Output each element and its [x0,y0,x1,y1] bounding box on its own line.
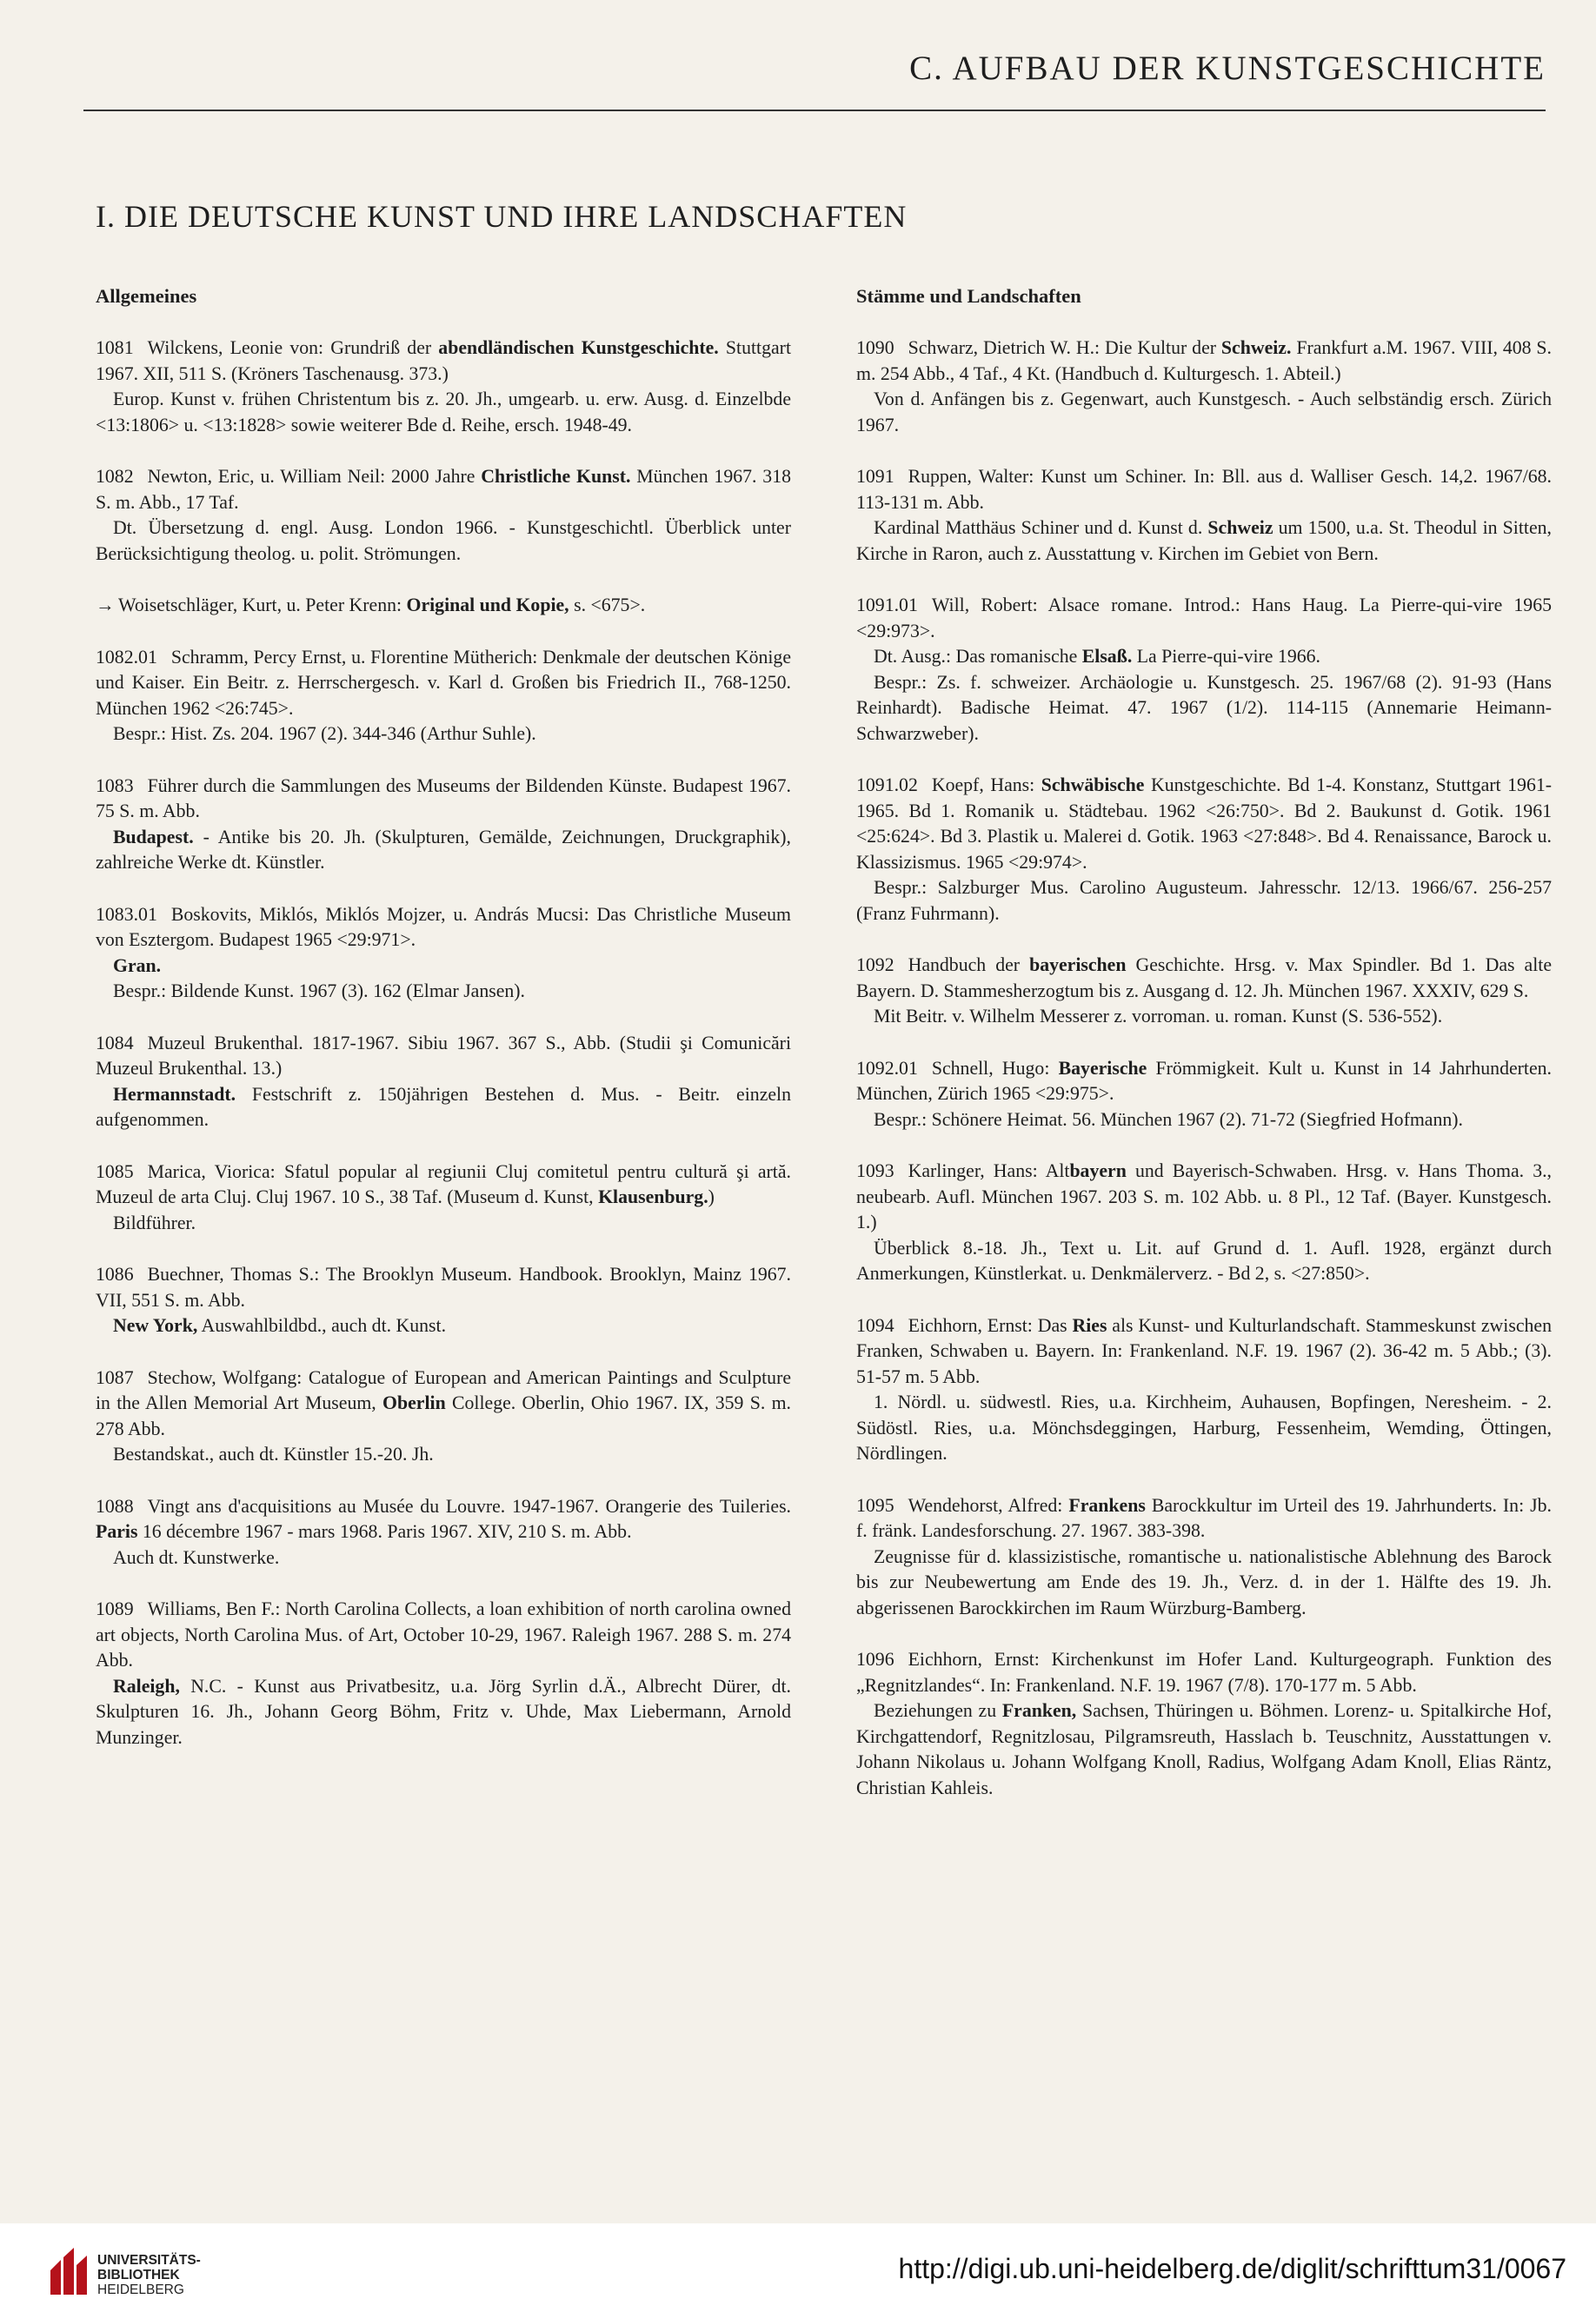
entry-text: München 1967. 318 S. m. Abb., 17 Taf. [96,466,791,513]
entry-text: Newton, Eric, u. William Neil: 2000 Jahre [147,466,482,487]
library-name [97,2253,201,2297]
entry-number: 1095 [856,1494,894,1516]
entry-text: 16 décembre 1967 - mars 1968. Paris 1967. XIV, 210 S. m. Abb. [137,1521,632,1542]
bibliography-entry [856,953,1552,1030]
entry-number: 1086 [96,1264,134,1285]
arrow-right-icon: → [96,595,115,615]
keyword-text: Frankens [1068,1494,1146,1516]
bibliography-entry [856,1159,1552,1287]
bibliography-entry [96,336,791,438]
keyword-text: Gran. [113,954,162,976]
entry-list [856,336,1552,1801]
entry-number: 1083 [96,774,134,796]
entry-citation [96,464,791,515]
bibliography-entry [96,1365,791,1468]
entry-text: Schnell, Hugo: [931,1057,1059,1079]
entry-text: Wendehorst, Alfred: [908,1494,1069,1516]
entry-number: 1088 [96,1495,134,1517]
keyword-text: Klausenburg. [598,1186,708,1207]
keyword-text: Oberlin [382,1392,446,1413]
entry-citation [96,336,791,387]
entry-citation [96,645,791,722]
keyword-text: Christliche Kunst. [481,466,631,487]
entry-text: um 1500, u.a. St. Theodul in Sitten, Kirche in Raron, auch z. Ausstattung v. Kirchen im Gebiet von Bern. [856,517,1552,564]
entry-annotation [856,644,1552,670]
keyword-text: Elsaß. [1081,646,1133,667]
bibliography-entry [96,645,791,748]
ub-heidelberg-logo-icon [50,2248,87,2295]
bibliography-entry [856,1313,1552,1467]
keyword-text: Original und Kopie, [406,595,569,615]
entry-text: Ruppen, Walter: Kunst um Schiner. In: Bll. aus d. Walliser Gesch. 14,2. 1967/68. 113-131 m. Abb. [856,466,1552,513]
entry-text: ) [708,1186,715,1207]
entry-annotation [96,1442,791,1468]
entry-text: Bestandskat., auch dt. Künstler 15.-20. Jh. [113,1444,434,1465]
entry-annotation [96,515,791,567]
keyword-text: Hermannstadt. [113,1083,236,1105]
entry-number: 1082 [96,466,134,487]
entry-annotation [96,1211,791,1237]
entry-text: Auch dt. Kunstwerke. [113,1546,280,1568]
entry-text: Frömmigkeit. Kult u. Kunst in 14 Jahrhunderten. München, Zürich 1965 <29:975>. [856,1057,1552,1104]
entry-text: Stuttgart 1967. XII, 511 S. (Kröners Taschenausg. 373.) [96,337,792,384]
bibliography-entry [96,1494,791,1571]
entry-annotation [96,1545,791,1571]
entry-text: Zeugnisse für d. klassizistische, romantische u. nationalistische Ablehnung des Barock bis zur Neubewertung am Ende des 19. Jh., Verz. d. in der 1. Hälfte des 19. Jh. abgerissenen Barockkirchen im Raum Würzburg-Bamberg. [856,1545,1552,1618]
entry-text: Bespr.: Salzburger Mus. Carolino Augusteum. Jahresschr. 12/13. 1966/67. 256-257 (Franz Fuhrmann). [856,877,1552,924]
keyword-text: bayern [1069,1160,1127,1181]
keyword-text: Paris [96,1521,138,1542]
entry-citation [856,773,1552,875]
entry-text: Barockkultur im Urteil des 19. Jahrhunderts. In: Jb. f. fränk. Landesforschung. 27. 1967. 383-398. [856,1494,1552,1541]
entry-text: Schwarz, Dietrich W. H.: Die Kultur der [908,337,1221,358]
entry-text: Karlinger, Hans: Alt [908,1160,1070,1181]
header-rule [83,110,1546,111]
column-allgemeines [96,285,791,1777]
entry-text: Will, Robert: Alsace romane. Introd.: Hans Haug. La Pierre-qui-vire 1965 <29:973>. [856,595,1552,641]
entry-number: 1085 [96,1160,134,1182]
keyword-text: bayerischen [1029,954,1127,975]
entry-number: 1092 [856,954,894,975]
entry-text: Geschichte. Hrsg. v. Max Spindler. Bd 1. Das alte Bayern. D. Stammesherzogtum bis z. Ausgang d. 12. Jh. München 1967. XXXIV, 629 S. [856,954,1553,1001]
keyword-text: Schwäbische [1041,774,1145,795]
entry-citation [856,336,1552,387]
bibliography-entry [856,1493,1552,1622]
keyword-text: Franken, [1001,1700,1077,1721]
entry-citation [96,1031,791,1082]
keyword-text: Budapest. [113,826,194,847]
entry-text: Vingt ans d'acquisitions au Musée du Louvre. 1947-1967. Orangerie des Tuileries. [147,1495,791,1517]
entry-text: - Antike bis 20. Jh. (Skulpturen, Gemälde, Zeichnungen, Druckgraphik), zahlreiche Werke dt. Künstler. [96,826,791,873]
entry-text: 1. Nördl. u. südwestl. Ries, u.a. Kirchheim, Auhausen, Bopfingen, Neresheim. - 2. Südöstl. Ries, u.a. Mönchsdeggingen, Harburg, Fessenheim, Wemding, Öttingen, Nördlingen. [856,1392,1552,1464]
entry-text: Dt. Ausg.: Das romanische [874,646,1082,667]
library-name-line: HEIDELBERG [97,2282,184,2297]
entry-text: Bildführer. [113,1212,196,1233]
entry-text: Beziehungen zu [874,1700,1002,1721]
entry-annotation [96,721,791,748]
entry-citation [96,1160,791,1211]
entry-number: 1090 [856,337,894,358]
entry-text: s. <675>. [569,595,646,615]
bibliography-entry [856,593,1552,747]
entry-text: Buechner, Thomas S.: The Brooklyn Museum. Handbook. Brooklyn, Mainz 1967. VII, 551 S. m. Abb. [96,1264,791,1311]
entry-annotation [856,1545,1552,1622]
entry-citation [856,953,1552,1004]
entry-list [96,336,791,1751]
bibliography-entry [856,336,1552,438]
entry-text: Eichhorn, Ernst: Kirchenkunst im Hofer Land. Kulturgeograph. Funktion des „Regnitzlandes“. In: Frankenland. N.F. 19. 1967 (7/8). 170-177 m. 5 Abb. [856,1649,1552,1696]
entry-citation [96,902,791,954]
entry-text: und Bayerisch-Schwaben. Hrsg. v. Hans Thoma. 3., neubearb. Aufl. München 1967. 203 S. m. 102 Abb. u. 8 Pl., 12 Taf. (Bayer. Kunstgesch. 1.) [856,1160,1552,1233]
entry-number: 1091.01 [856,595,918,615]
entry-number: 1081 [96,337,134,358]
entry-text: Williams, Ben F.: North Carolina Collects, a loan exhibition of north carolina owned art objects, North Carolina Mus. of Art, October 10-29, 1967. Raleigh 1967. 288 S. m. 274 Abb. [96,1598,791,1671]
bibliography-entry [856,1647,1552,1801]
entry-text: Boskovits, Miklós, Miklós Mojzer, u. András Mucsi: Das Christliche Museum von Esztergom. Budapest 1965 <29:971>. [96,903,791,950]
entry-text: Koepf, Hans: [931,774,1041,795]
keyword-text: Raleigh, [113,1675,180,1697]
entry-citation [856,1313,1552,1391]
entry-number: 1082.01 [96,646,157,668]
entry-citation [856,1493,1552,1545]
entry-text: Marica, Viorica: Sfatul popular al regiunii Cluj comitetul pentru cultură şi artă. Muzeul de arta Cluj. Cluj 1967. 10 S., 38 Taf. (Museum d. Kunst, [96,1160,791,1207]
entry-annotation [856,670,1552,748]
keyword-text: Ries [1072,1314,1107,1336]
bibliography-entry [96,1262,791,1339]
entry-citation [856,1647,1552,1698]
entry-text: Handbuch der [908,954,1030,975]
entry-annotation [96,1082,791,1133]
entry-annotation [856,1107,1552,1133]
entry-number: 1087 [96,1366,134,1388]
keyword-text: Schweiz. [1220,337,1292,358]
entry-annotation [856,515,1552,567]
bibliography-entry [96,1597,791,1751]
library-name-line: UNIVERSITÄTS- [97,2253,201,2268]
entry-text: Dt. Übersetzung d. engl. Ausg. London 1966. - Kunstgeschichtl. Überblick unter Berücksichtigung theolog. u. polit. Strömungen. [96,517,791,564]
entry-citation [96,1494,791,1545]
bibliography-entry [96,774,791,876]
keyword-text: Bayerische [1058,1057,1147,1079]
entry-number: 1093 [856,1160,894,1181]
entry-text: Bespr.: Bildende Kunst. 1967 (3). 162 (Elmar Jansen). [113,980,526,1001]
entry-citation [856,593,1552,644]
entry-number: 1083.01 [96,903,157,925]
entry-citation [96,774,791,825]
entry-annotation [856,1004,1552,1030]
entry-number: 1089 [96,1598,134,1619]
cross-reference-entry [96,593,791,619]
keyword-text: New York, [113,1315,198,1336]
entry-text: als Kunst- und Kulturlandschaft. Stammeskunst zwischen Franken, Schwaben u. Bayern. In: Frankenland. N.F. 19. 1967 (2). 36-42 m. 5 Abb.; (3). 51-57 m. 5 Abb. [856,1314,1552,1387]
entry-text: Überblick 8.-18. Jh., Text u. Lit. auf Grund d. 1. Aufl. 1928, ergänzt durch Anmerkungen, Künstlerkat. u. Denkmälerverz. - Bd 2, s. <27:850>. [856,1237,1552,1284]
entry-text: Auswahlbildbd., auch dt. Kunst. [197,1315,447,1336]
entry-text: Muzeul Brukenthal. 1817-1967. Sibiu 1967. 367 S., Abb. (Studii şi Comunicări Muzeul Brukenthal. 13.) [96,1032,791,1079]
entry-text: Mit Beitr. v. Wilhelm Messerer z. vorroman. u. roman. Kunst (S. 536-552). [874,1006,1443,1027]
entry-citation [96,1262,791,1313]
entry-text: Frankfurt a.M. 1967. VIII, 408 S. m. 254 Abb., 4 Taf., 4 Kt. (Handbuch d. Kulturgesch. 1. Abteil.) [856,337,1552,384]
entry-annotation [96,825,791,876]
entry-number: 1091.02 [856,774,918,795]
bibliography-entry [96,1160,791,1237]
bibliography-entry [96,464,791,567]
entry-citation [856,1056,1552,1107]
entry-citation [96,593,791,619]
entry-text: Festschrift z. 150jährigen Bestehen d. Mus. - Beitr. einzeln aufgenommen. [96,1083,791,1130]
entry-text: La Pierre-qui-vire 1966. [1132,646,1320,667]
source-url-link[interactable]: http://digi.ub.uni-heidelberg.de/diglit/schrifttum31/0067 [898,2253,1566,2284]
entry-text: Kardinal Matthäus Schiner und d. Kunst d. [874,517,1208,538]
entry-text: Bespr.: Schönere Heimat. 56. München 1967 (2). 71-72 (Siegfried Hofmann). [874,1108,1463,1130]
entry-text: N.C. - Kunst aus Privatbesitz, u.a. Jörg Syrlin d.Ä., Albrecht Dürer, dt. Skulpturen 16. Jh., Johann Georg Böhm, Fritz v. Uhde, Max Liebermann, Arnold Munzinger. [96,1675,791,1748]
entry-number: 1096 [856,1649,894,1670]
section-title: I. DIE DEUTSCHE KUNST UND IHRE LANDSCHAFTEN [96,199,908,234]
keyword-text: abendländischen Kunstgeschichte. [438,337,719,358]
bibliography-entry [96,1031,791,1133]
entry-text: Wilckens, Leonie von: Grundriß der [147,337,439,358]
entry-number: 1091 [856,466,894,487]
entry-text: Woisetschläger, Kurt, u. Peter Krenn: [118,595,407,615]
footer [0,2223,1596,2319]
bibliography-entry [96,902,791,1005]
entry-annotation [96,1313,791,1339]
entry-text: Schramm, Percy Ernst, u. Florentine Mütherich: Denkmale der deutschen Könige und Kaiser. Ein Beitr. z. Herrschergesch. v. Karl d. Großen bis Friedrich II., 768-1250. München 1962 <26:745>. [96,646,791,719]
entry-text: Bespr.: Hist. Zs. 204. 1967 (2). 344-346 (Arthur Suhle). [113,723,536,744]
entry-annotation [856,1698,1552,1801]
entry-text: Kunstgeschichte. Bd 1-4. Konstanz, Stuttgart 1961-1965. Bd 1. Romanik u. Städtebau. 1962 <26:750>. Bd 2. Baukunst d. Gotik. 1961 <25:624>. Bd 3. Plastik u. Malerei d. Gotik. 1963 <27:848>. Bd 4. Renaissance, Barock u. Klassizismus. 1965 <29:974>. [856,774,1552,873]
entry-annotation [96,979,791,1005]
entry-annotation [96,387,791,438]
entry-text: Europ. Kunst v. frühen Christentum bis z. 20. Jh., umgearb. u. erw. Ausg. d. Einzelbde <13:1806> u. <13:1828> sowie weiterer Bde d. Reihe, ersch. 1948-49. [96,389,791,435]
entry-annotation [856,1390,1552,1467]
entry-number: 1084 [96,1032,134,1053]
column-staemme-und-landschaften [856,285,1552,1827]
entry-citation [96,1597,791,1674]
entry-annotation [96,954,791,980]
keyword-text: Schweiz [1207,517,1273,538]
entry-number: 1094 [856,1314,894,1336]
entry-text: Sachsen, Thüringen u. Böhmen. Lorenz- u. Spitalkirche Hof, Kirchgattendorf, Regnitzlosau, Pilgramsreuth, Hasslach b. Teuschnitz, Ausstattungen v. Johann Nikolaus u. Johann Wolfgang Knoll, Radius, Wolfgang Adam Knoll, Elias Räntz, Christian Kahleis. [856,1700,1552,1798]
library-name-line: BIBLIOTHEK [97,2268,180,2282]
entry-citation [856,464,1552,515]
page-header: C. AUFBAU DER KUNSTGESCHICHTE [909,50,1546,87]
entry-text: Eichhorn, Ernst: Das [908,1314,1073,1336]
entry-annotation [856,875,1552,927]
bibliography-entry [856,1056,1552,1133]
entry-number: 1092.01 [856,1057,918,1079]
bibliography-entry [856,464,1552,567]
entry-citation [96,1365,791,1443]
entry-text: College. Oberlin, Ohio 1967. IX, 359 S. m. 278 Abb. [96,1392,791,1439]
column-heading: Stämme und Landschaften [856,285,1081,307]
entry-annotation [856,387,1552,438]
entry-text: Bespr.: Zs. f. schweizer. Archäologie u. Kunstgesch. 25. 1967/68 (2). 91-93 (Hans Reinhardt). Badische Heimat. 47. 1967 (1/2). 114-115 (Annemarie Heimann-Schwarzweber). [856,671,1552,744]
entry-text: Von d. Anfängen bis z. Gegenwart, auch Kunstgesch. - Auch selbständig ersch. Zürich 1967. [856,389,1552,435]
column-heading: Allgemeines [96,285,197,307]
entry-annotation [96,1674,791,1751]
entry-text: Stechow, Wolfgang: Catalogue of European and American Paintings and Sculpture in the Allen Memorial Art Museum, [96,1366,791,1413]
bibliography-entry [856,773,1552,927]
entry-citation [856,1159,1552,1236]
entry-text: Führer durch die Sammlungen des Museums der Bildenden Künste. Budapest 1967. 75 S. m. Abb. [96,774,791,821]
entry-annotation [856,1236,1552,1287]
